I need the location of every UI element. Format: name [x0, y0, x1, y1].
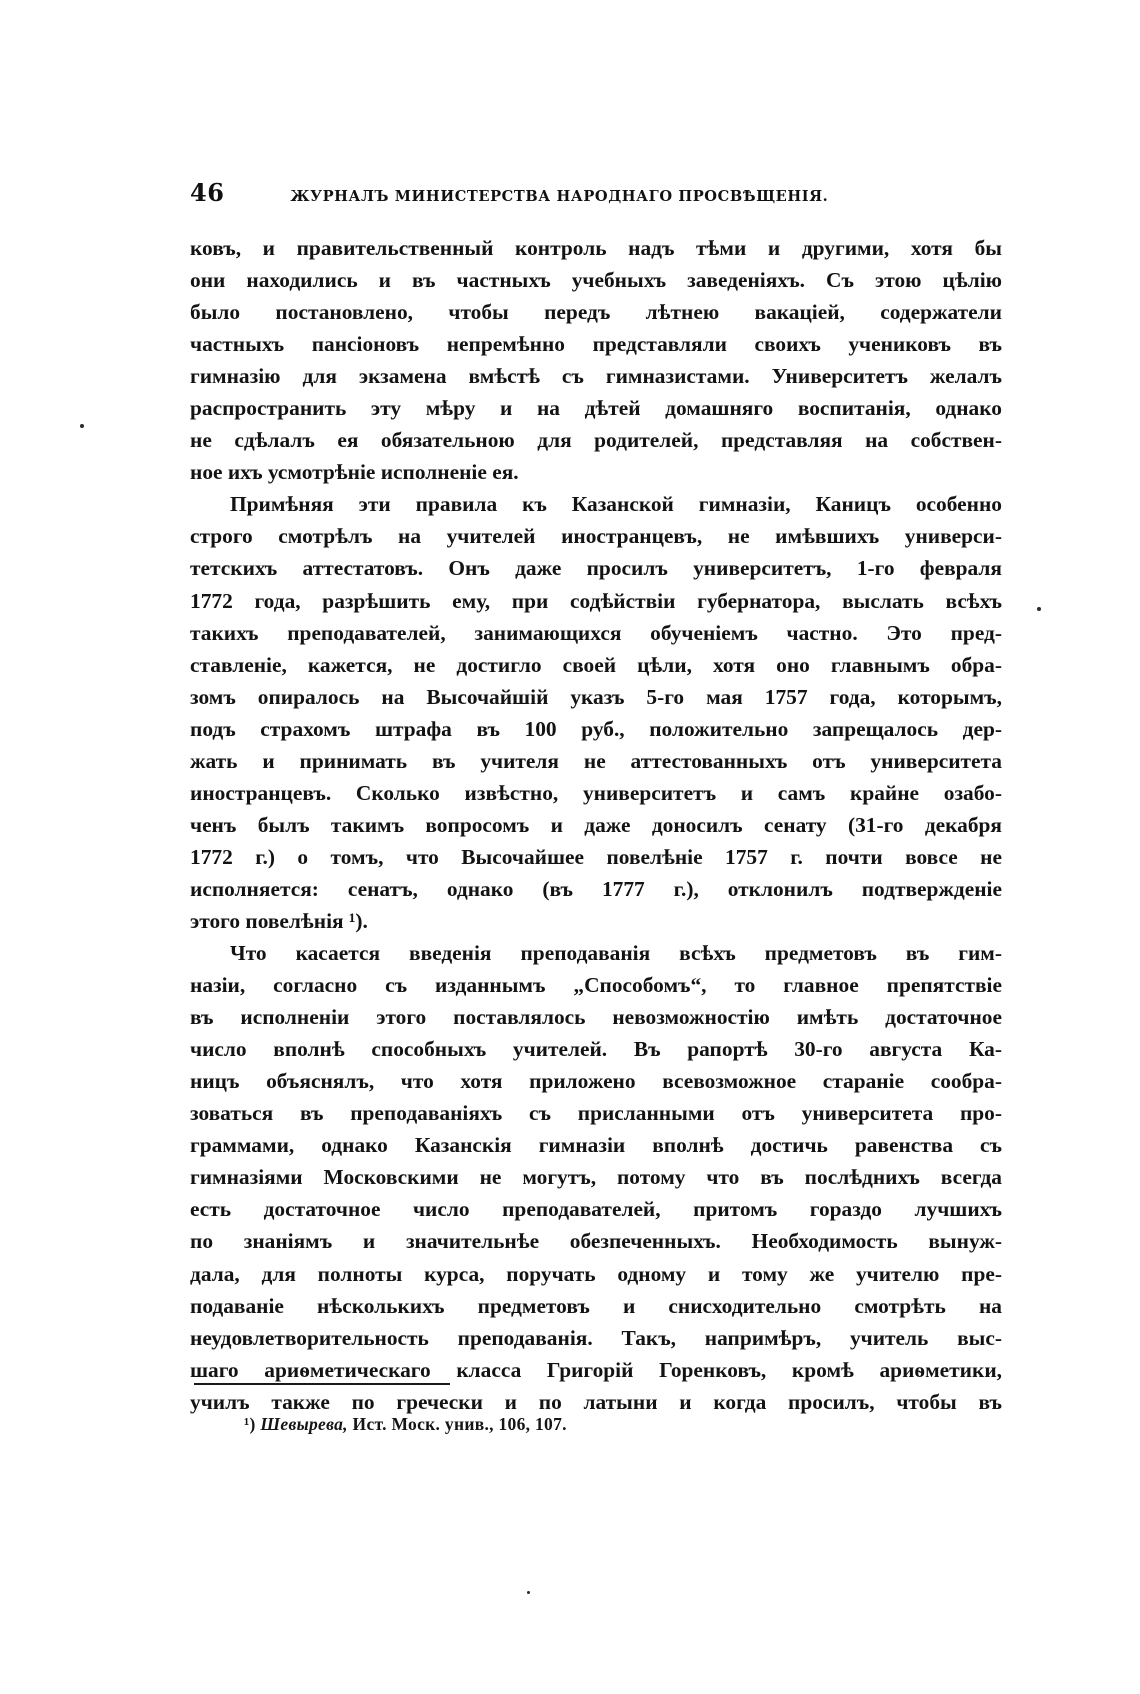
text-line: распространить эту мѣру и на дѣтей домашняго воспитанія, однако: [190, 396, 1002, 421]
text-line: исполняется: сенатъ, однако (въ 1777 г.), отклонилъ подтвержденіе: [190, 876, 1002, 901]
text-line: ницъ объяснялъ, что хотя приложено всевозможное стараніе сообра-: [190, 1069, 1002, 1094]
text-line: есть достаточное число преподавателей, притомъ гораздо лучшихъ: [190, 1197, 1002, 1222]
text-line: ставленіе, кажется, не достигло своей цѣли, хотя оно главнымъ обра-: [190, 652, 1002, 677]
body-text: [190, 232, 1002, 1418]
paragraph-end-line: ное ихъ усмотрѣніе исполненіе ея.: [190, 460, 519, 485]
text-line: ковъ, и правительственный контроль надъ тѣми и другими, хотя бы: [190, 236, 1002, 260]
text-line: подъ страхомъ штрафа въ 100 руб., положительно запрещалось дер-: [190, 716, 1002, 741]
text-line: 1772 года, разрѣшить ему, при содѣйствіи губернатора, выслать всѣхъ: [190, 588, 1002, 613]
text-line: 1772 г.) о томъ, что Высочайшее повелѣніе 1757 г. почти вовсе не: [190, 844, 1002, 869]
text-line: было постановлено, чтобы передъ лѣтнею вакацiей, содержатели: [190, 300, 1002, 325]
margin-speck: [1037, 607, 1041, 611]
text-line: граммами, однако Казанскія гимназіи вполнѣ достичь равенства съ: [190, 1133, 1002, 1158]
footnote-marker: ¹): [244, 1414, 256, 1434]
text-line: гимназіями Московскими не могутъ, потому что въ послѣднихъ всегда: [190, 1165, 1002, 1190]
text-line: такихъ преподавателей, занимающихся обученіемъ частно. Это пред-: [190, 620, 1002, 645]
footnote: [244, 1414, 567, 1435]
text-line: шаго ариѳметическаго класса Григорій Горенковъ, кромѣ ариѳметики,: [190, 1357, 1002, 1382]
paragraph-start-line: Примѣняя эти правила къ Казанской гимназіи, Каницъ особенно: [230, 492, 1002, 517]
text-line: училъ также по гречески и по латыни и когда просилъ, чтобы въ: [190, 1389, 1002, 1414]
text-line: гимназію для экзамена вмѣстѣ съ гимназистами. Университетъ желалъ: [190, 364, 1002, 389]
text-line: иностранцевъ. Сколько извѣстно, университетъ и самъ крайне озабо-: [190, 780, 1002, 805]
text-line: жать и принимать въ учителя не аттестованныхъ отъ университета: [190, 748, 1002, 773]
running-head: [190, 178, 1010, 210]
footnote-reference: Ист. Моск. унив., 106, 107.: [352, 1414, 567, 1434]
text-line: строго смотрѣлъ на учителей иностранцевъ, не имѣвшихъ универси-: [190, 524, 1002, 549]
margin-speck: [80, 424, 84, 428]
margin-speck: [527, 1591, 530, 1594]
page-number: 46: [190, 178, 225, 207]
text-line: тетскихъ аттестатовъ. Онъ даже просилъ университетъ, 1-го февраля: [190, 556, 1002, 581]
paragraph-end-line: этого повелѣнія ¹).: [190, 908, 368, 933]
text-line: частныхъ пансіоновъ непремѣнно представляли своихъ учениковъ въ: [190, 332, 1002, 357]
text-line: ченъ былъ такимъ вопросомъ и даже доносилъ сенату (31-го декабря: [190, 812, 1002, 837]
text-line: по знаніямъ и значительнѣе обезпеченныхъ. Необходимость вынуж-: [190, 1229, 1002, 1254]
text-line: не сдѣлалъ ея обязательною для родителей, представляя на собствен-: [190, 428, 1002, 453]
text-line: подаваніе нѣсколькихъ предметовъ и снисходительно смотрѣть на: [190, 1293, 1002, 1318]
text-line: назіи, согласно съ изданнымъ „Способомъ“, то главное препятствіе: [190, 973, 1002, 998]
footnote-divider: [194, 1383, 450, 1385]
paragraph-start-line: Что касается введенія преподаванія всѣхъ предметовъ въ гим-: [230, 941, 1002, 966]
text-line: зомъ опиралось на Высочайшій указъ 5-го мая 1757 года, которымъ,: [190, 684, 1002, 709]
text-line: неудовлетворительность преподаванія. Такъ, напримѣръ, учитель выс-: [190, 1325, 1002, 1350]
footnote-author: Шевырева,: [260, 1414, 348, 1434]
text-line: зоваться въ преподаваніяхъ съ присланными отъ университета про-: [190, 1101, 1002, 1126]
text-line: въ исполненіи этого поставлялось невозможностію имѣть достаточное: [190, 1005, 1002, 1030]
text-line: они находились и въ частныхъ учебныхъ заведеніяхъ. Съ этою цѣлію: [190, 268, 1002, 293]
journal-title: ЖУРНАЛЪ МИНИСТЕРСТВА НАРОДНАГО ПРОСВѢЩЕНІЯ.: [290, 188, 829, 205]
text-line: дала, для полноты курса, поручать одному и тому же учителю пре-: [190, 1261, 1002, 1286]
text-line: число вполнѣ способныхъ учителей. Въ рапортѣ 30-го августа Ка-: [190, 1037, 1002, 1062]
